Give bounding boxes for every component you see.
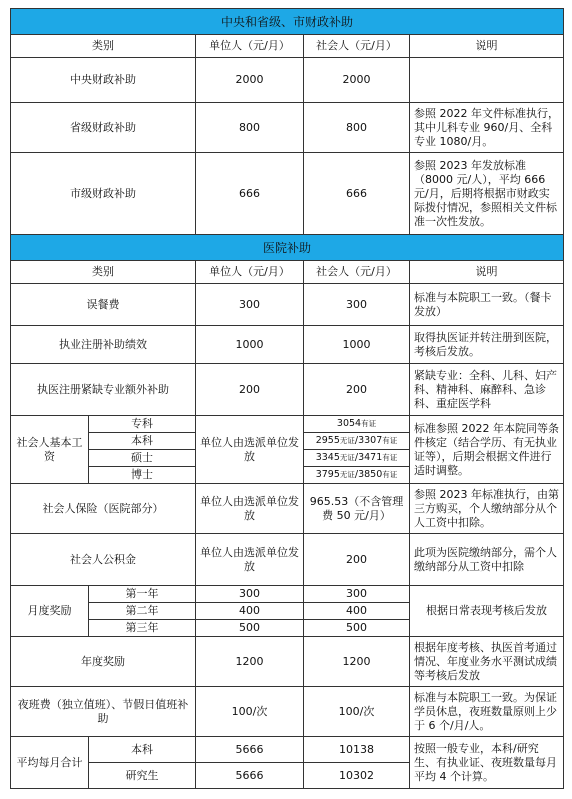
cert-label: 有证 xyxy=(382,470,398,479)
table-row xyxy=(11,416,564,433)
category-cell: 年度奖励 xyxy=(11,637,196,687)
table-row xyxy=(11,534,564,586)
table-row xyxy=(11,737,564,763)
salary-amount: 3471 xyxy=(358,452,383,463)
header-social: 社会人（元/月） xyxy=(304,261,410,284)
unit-cell: 单位人由选派单位发放 xyxy=(196,484,304,534)
social-cell: 965.53（不含管理费 50 元/月） xyxy=(304,484,410,534)
social-cell: 2000 xyxy=(304,58,410,103)
category-cell: 社会人基本工资 xyxy=(11,416,89,484)
category-cell: 误餐费 xyxy=(11,284,196,326)
social-cell: 200 xyxy=(304,534,410,586)
unit-cell: 300 xyxy=(196,284,304,326)
note-cell: 按照一般专业，本科/研究生、有执业证、夜班数量每月平均 4 个计算。 xyxy=(410,737,564,789)
salary-amount: 3795 xyxy=(315,469,340,480)
note-cell: 参照 2022 年文件标准执行，其中儿科专业 960/月、全科专业 1080/月。 xyxy=(410,103,564,153)
degree-cell: 博士 xyxy=(89,467,196,484)
year-cell: 第三年 xyxy=(89,620,196,637)
social-cell: 10302 xyxy=(304,763,410,789)
header-note: 说明 xyxy=(410,35,564,58)
salary-cell: 3795无证/3850有证 xyxy=(304,467,410,484)
unit-cell: 800 xyxy=(196,103,304,153)
unit-cell: 5666 xyxy=(196,763,304,789)
header-category: 类别 xyxy=(11,35,196,58)
salary-amount: 2955 xyxy=(315,435,340,446)
header-row xyxy=(11,35,564,58)
category-cell: 执业注册补助绩效 xyxy=(11,326,196,364)
category-cell: 平均每月合计 xyxy=(11,737,89,789)
degree-cell: 本科 xyxy=(89,737,196,763)
social-cell: 400 xyxy=(304,603,410,620)
header-unit: 单位人（元/月） xyxy=(196,261,304,284)
table-row xyxy=(11,326,564,364)
header-category: 类别 xyxy=(11,261,196,284)
note-cell: 根据日常表现考核后发放 xyxy=(410,586,564,637)
social-cell: 300 xyxy=(304,586,410,603)
note-cell: 标准与本院职工一致。（餐卡发放） xyxy=(410,284,564,326)
note-cell: 参照 2023 年标准执行，由第三方购买，个人缴纳部分从个人工资中扣除。 xyxy=(410,484,564,534)
social-cell: 100/次 xyxy=(304,687,410,737)
salary-cell: 2955无证/3307有证 xyxy=(304,433,410,450)
social-cell: 666 xyxy=(304,153,410,235)
section-title: 中央和省级、市财政补助 xyxy=(11,9,564,35)
section-title-row xyxy=(11,9,564,35)
note-cell: 根据年度考核、执医首考通过情况、年度业务水平测试成绩等考核后发放 xyxy=(410,637,564,687)
social-cell: 800 xyxy=(304,103,410,153)
degree-cell: 专科 xyxy=(89,416,196,433)
social-cell: 1200 xyxy=(304,637,410,687)
cert-label: 无证 xyxy=(339,453,355,462)
unit-cell: 200 xyxy=(196,364,304,416)
degree-cell: 本科 xyxy=(89,433,196,450)
unit-cell: 5666 xyxy=(196,737,304,763)
degree-cell: 研究生 xyxy=(89,763,196,789)
unit-cell: 400 xyxy=(196,603,304,620)
table-row xyxy=(11,153,564,235)
social-cell: 300 xyxy=(304,284,410,326)
category-cell: 市级财政补助 xyxy=(11,153,196,235)
category-cell: 省级财政补助 xyxy=(11,103,196,153)
table-row xyxy=(11,637,564,687)
note-cell: 标准参照 2022 年本院同等条件核定（结合学历、有无执业证等），后期会根据文件进行适时调整。 xyxy=(410,416,564,484)
cert-label: 无证 xyxy=(339,436,355,445)
table-row xyxy=(11,58,564,103)
header-social: 社会人（元/月） xyxy=(304,35,410,58)
table-row xyxy=(11,687,564,737)
note-cell: 参照 2023 年发放标准（8000 元/人），平均 666 元/月，后期将根据市财政实际拨付情况，参照相关文件标准一次性发放。 xyxy=(410,153,564,235)
category-cell: 月度奖励 xyxy=(11,586,89,637)
unit-cell: 1000 xyxy=(196,326,304,364)
category-cell: 中央财政补助 xyxy=(11,58,196,103)
table-row xyxy=(11,284,564,326)
degree-cell: 硕士 xyxy=(89,450,196,467)
year-cell: 第一年 xyxy=(89,586,196,603)
table-row xyxy=(11,484,564,534)
unit-cell: 单位人由选派单位发放 xyxy=(196,416,304,484)
cert-label: 有证 xyxy=(361,419,377,428)
header-note: 说明 xyxy=(410,261,564,284)
social-cell: 500 xyxy=(304,620,410,637)
note-cell: 紧缺专业：全科、儿科、妇产科、精神科、麻醉科、急诊科、重症医学科 xyxy=(410,364,564,416)
category-cell: 社会人公积金 xyxy=(11,534,196,586)
category-cell: 夜班费（独立值班）、节假日值班补助 xyxy=(11,687,196,737)
salary-amount: 3054 xyxy=(336,418,362,429)
unit-cell: 300 xyxy=(196,586,304,603)
year-cell: 第二年 xyxy=(89,603,196,620)
unit-cell: 单位人由选派单位发放 xyxy=(196,534,304,586)
table-row xyxy=(11,586,564,603)
table-row xyxy=(11,103,564,153)
cert-label: 有证 xyxy=(382,453,398,462)
cert-label: 有证 xyxy=(382,436,398,445)
note-cell: 此项为医院缴纳部分，需个人缴纳部分从工资中扣除 xyxy=(410,534,564,586)
cert-label: 无证 xyxy=(339,470,355,479)
note-cell: 标准与本院职工一致。为保证学员休息，夜班数量原则上少于 6 个/月/人。 xyxy=(410,687,564,737)
category-cell: 社会人保险（医院部分） xyxy=(11,484,196,534)
social-cell: 10138 xyxy=(304,737,410,763)
category-cell: 执医注册紧缺专业额外补助 xyxy=(11,364,196,416)
salary-amount: 3850 xyxy=(358,469,383,480)
unit-cell: 666 xyxy=(196,153,304,235)
salary-cell: 3345无证/3471有证 xyxy=(304,450,410,467)
social-cell: 200 xyxy=(304,364,410,416)
header-unit: 单位人（元/月） xyxy=(196,35,304,58)
subsidy-table xyxy=(10,8,564,789)
note-cell: 取得执医证并转注册到医院，考核后发放。 xyxy=(410,326,564,364)
unit-cell: 500 xyxy=(196,620,304,637)
header-row xyxy=(11,261,564,284)
unit-cell: 2000 xyxy=(196,58,304,103)
section-title: 医院补助 xyxy=(11,235,564,261)
social-cell: 1000 xyxy=(304,326,410,364)
salary-cell xyxy=(304,416,410,433)
salary-amount: 3307 xyxy=(358,435,383,446)
unit-cell: 1200 xyxy=(196,637,304,687)
salary-amount: 3345 xyxy=(315,452,340,463)
unit-cell: 100/次 xyxy=(196,687,304,737)
section-title-row xyxy=(11,235,564,261)
table-row xyxy=(11,364,564,416)
note-cell xyxy=(410,58,564,103)
